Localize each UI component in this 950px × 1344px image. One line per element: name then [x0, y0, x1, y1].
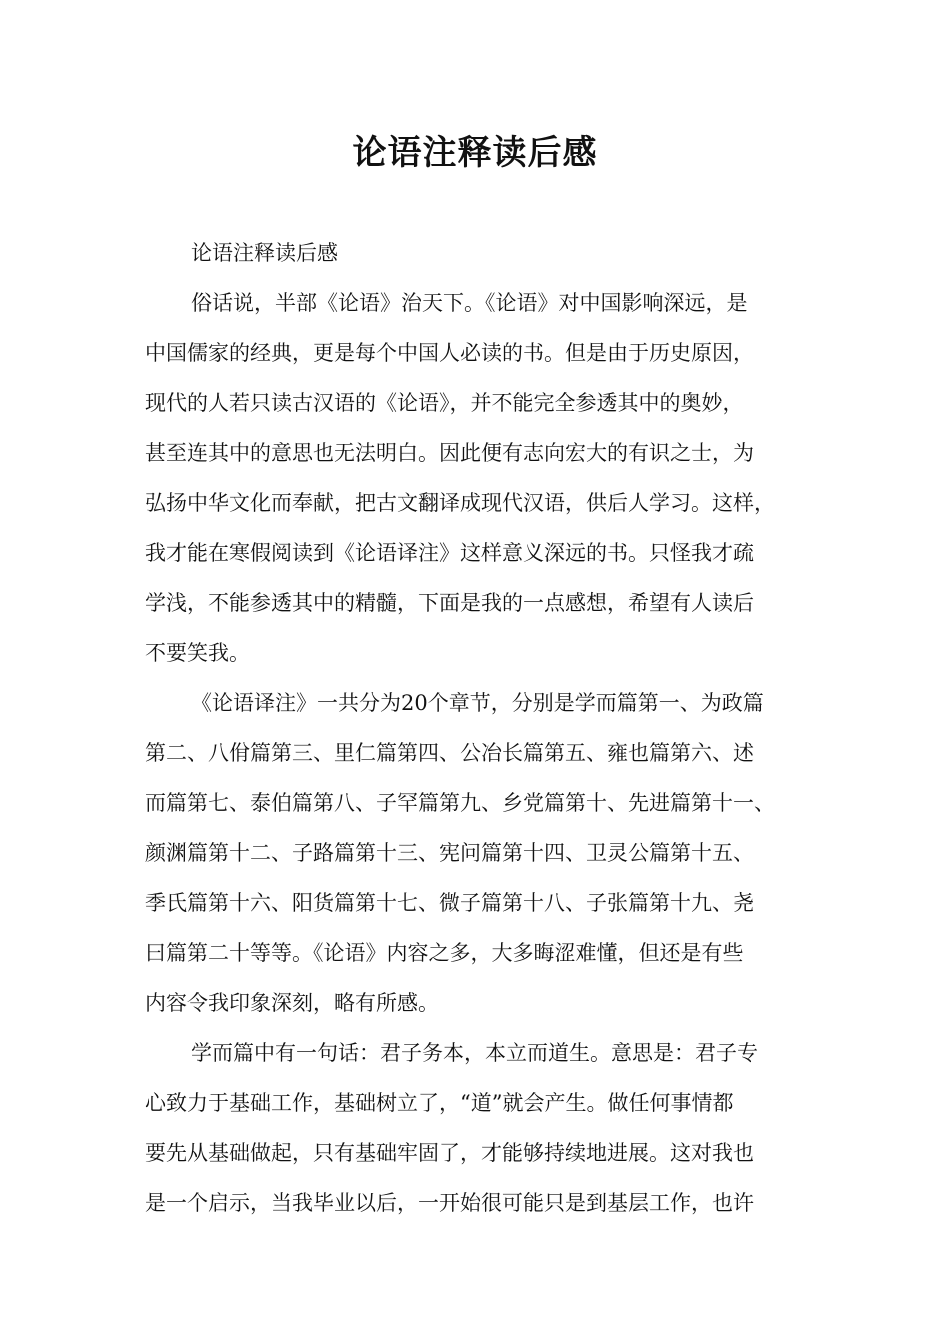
document-body: [145, 228, 825, 1228]
text-line: 颜渊篇第十二、子路篇第十三、宪问篇第十四、卫灵公篇第十五、: [145, 841, 754, 865]
text-line: 俗话说，半部《论语》治天下。《论语》对中国影响深远，是: [191, 291, 748, 315]
subtitle-line: 论语注释读后感: [191, 241, 338, 265]
text-line: 我才能在寒假阅读到《论语译注》这样意义深远的书。只怪我才疏: [145, 541, 754, 565]
text-line: 是一个启示，当我毕业以后，一开始很可能只是到基层工作，也许: [145, 1191, 754, 1215]
paragraph-2: [145, 678, 825, 1028]
text-line: 内容令我印象深刻，略有所感。: [145, 991, 439, 1015]
text-line: 第二、八佾篇第三、里仁篇第四、公冶长篇第五、雍也篇第六、述: [145, 741, 754, 765]
text-line: 学浅，不能参透其中的精髓，下面是我的一点感想，希望有人读后: [145, 591, 754, 615]
text-line: 弘扬中华文化而奉献，把古文翻译成现代汉语，供后人学习。这样，: [145, 491, 775, 515]
text-line: 中国儒家的经典，更是每个中国人必读的书。但是由于历史原因，: [145, 341, 754, 365]
text-line: 心致力于基础工作，基础树立了，“道”就会产生。做任何事情都: [145, 1091, 734, 1115]
text-line: 季氏篇第十六、阳货篇第十七、微子篇第十八、子张篇第十九、尧: [145, 891, 754, 915]
text-line: 《论语译注》一共分为20个章节，分别是学而篇第一、为政篇: [191, 691, 764, 715]
paragraph-3: [145, 1028, 825, 1228]
paragraph-1: [145, 278, 825, 678]
text-line: 曰篇第二十等等。《论语》内容之多，大多晦涩难懂，但还是有些: [145, 941, 744, 965]
page-title: 论语注释读后感: [352, 133, 598, 173]
text-line: 而篇第七、泰伯篇第八、子罕篇第九、乡党篇第十、先进篇第十一、: [145, 791, 775, 815]
text-line: 不要笑我。: [145, 641, 250, 665]
text-line: 学而篇中有一句话：君子务本，本立而道生。意思是：君子专: [191, 1041, 758, 1065]
text-line: 现代的人若只读古汉语的《论语》，并不能完全参透其中的奥妙，: [145, 391, 744, 415]
text-line: 要先从基础做起，只有基础牢固了，才能够持续地进展。这对我也: [145, 1141, 754, 1165]
subtitle-paragraph: [145, 228, 825, 278]
text-line: 甚至连其中的意思也无法明白。因此便有志向宏大的有识之士，为: [145, 441, 754, 465]
